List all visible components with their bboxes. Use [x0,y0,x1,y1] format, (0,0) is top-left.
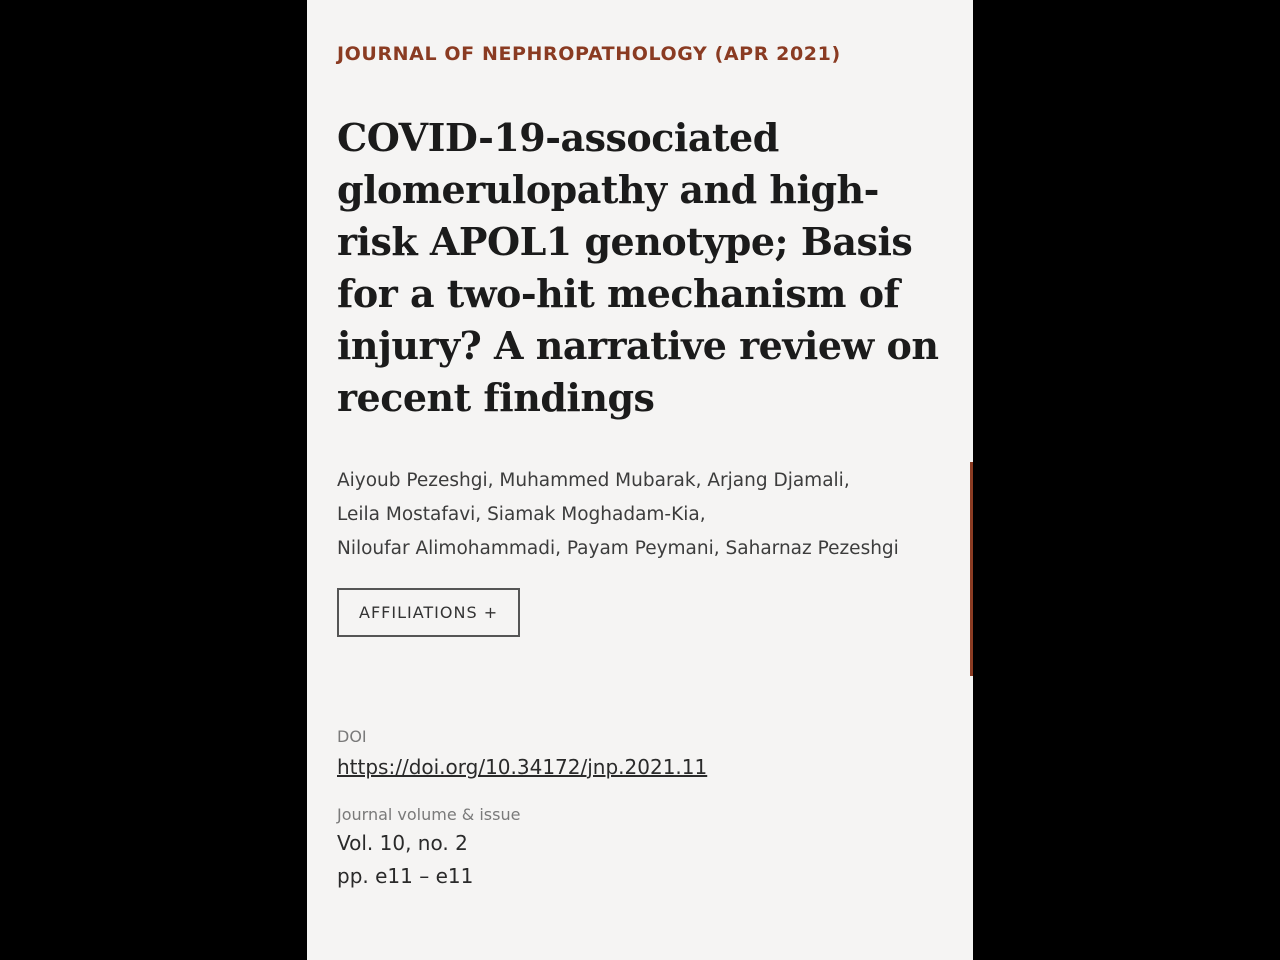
article-card [307,0,973,960]
author-line: Niloufar Alimohammadi, Payam Peymani, Saharnaz Pezeshgi [337,538,899,559]
article-metadata [337,725,947,893]
article-content [337,40,947,893]
author-list [337,464,947,566]
article-title: COVID-19-associated glomerulopathy and high-risk APOL1 genotype; Basis for a two-hit mechanism of injury? A narrative review on recent findings [337,115,939,420]
volume-issue-label: Journal volume & issue [337,805,521,824]
accent-edge-bar [970,462,973,676]
page-range: pp. e11 – e11 [337,864,474,888]
volume-issue: Vol. 10, no. 2 [337,831,468,855]
affiliations-button[interactable]: AFFILIATIONS + [337,588,520,637]
author-line: Leila Mostafavi, Siamak Moghadam-Kia, [337,504,706,525]
journal-name: JOURNAL OF NEPHROPATHOLOGY (APR 2021) [337,43,841,65]
doi-link[interactable]: https://doi.org/10.34172/jnp.2021.11 [337,755,708,779]
doi-label: DOI [337,727,367,746]
author-line: Aiyoub Pezeshgi, Muhammed Mubarak, Arjang Djamali, [337,470,850,491]
